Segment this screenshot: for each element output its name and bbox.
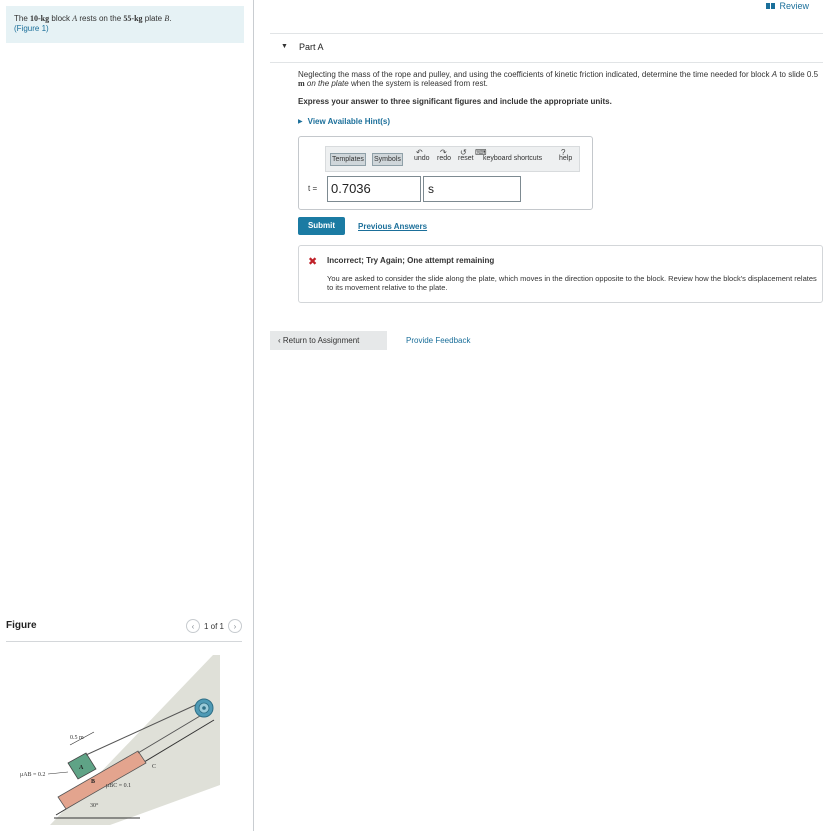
unit-input[interactable]: s [423,176,521,202]
mu-ab-label: μAB = 0.2 [20,772,46,778]
review-label: Review [779,1,809,11]
reset-icon: ↺ [460,148,467,157]
incorrect-icon: ✖ [308,256,318,268]
keyboard-icon: ⌨ [475,148,487,157]
submit-button[interactable]: Submit [298,217,345,235]
question-text: Neglecting the mass of the rope and pulley, and using the coefficients of kinetic friction indicated, determine the time needed for block A to slide 0.5 m on the plate when the system is released from rest. [298,70,819,88]
incline-diagram [20,645,250,825]
point-c-label: C [152,764,157,770]
block-variable: A [771,70,778,79]
undo-button[interactable]: undo [414,155,430,162]
figure-page-count: 1 of 1 [203,621,224,631]
redo-button[interactable]: redo [437,155,452,162]
problem-statement [6,6,244,43]
feedback-body: You are asked to consider the slide along the plate, which moves in the direction opposite to the block. Review how the block's displacement relates to its movement relative to the plate. [327,274,817,292]
view-hints-link[interactable] [298,117,390,126]
expand-arrow-icon: ▶ [298,119,303,125]
feedback-box [298,245,823,303]
undo-icon: ↶ [416,148,423,157]
help-icon: ? [561,148,566,157]
symbols-button[interactable]: Symbols [372,153,403,166]
previous-answers-link[interactable]: Previous Answers [358,222,428,231]
figure-title: Figure [6,620,37,631]
review-icon [766,3,775,9]
pulley-hub [202,706,206,710]
return-label: Return to Assignment [282,336,360,345]
figure-link[interactable]: (Figure 1) [14,24,49,33]
mu-bc-label: μBC = 0.1 [106,783,132,789]
redo-icon: ↷ [440,148,447,157]
left-panel [0,0,254,831]
templates-button[interactable]: Templates [330,153,366,166]
plate-b-label: B [91,779,96,785]
prev-figure-button[interactable]: ‹ [186,619,200,633]
feedback-title: Incorrect; Try Again; One attempt remaining [327,256,495,265]
answer-instructions: Express your answer to three significant figures and include the appropriate units. [298,97,612,106]
figure-pagination [186,619,242,633]
help-button[interactable]: help [559,155,573,162]
collapse-arrow-icon[interactable]: ▼ [281,43,288,50]
problem-text: The 10-kg block A rests on the 55-kg plate B. [14,14,172,23]
chevron-left-icon: ‹ [278,336,281,345]
angle-label: 30° [90,803,99,809]
next-figure-button[interactable]: › [228,619,242,633]
value-input[interactable]: 0.7036 [327,176,421,202]
variable-label: t = [308,184,318,193]
block-a-label: A [79,765,84,771]
answer-box [298,136,593,210]
reset-button[interactable]: reset [458,155,474,162]
figure-image [20,645,250,825]
math-toolbar [325,146,580,172]
review-link[interactable] [766,1,809,11]
return-to-assignment-button[interactable] [270,331,387,350]
figure-header [6,618,242,642]
length-label: 0.5 m [70,735,84,741]
provide-feedback-link[interactable]: Provide Feedback [406,336,471,345]
part-a-header[interactable] [270,33,823,63]
keyboard-shortcuts-button[interactable]: keyboard shortcuts [483,155,543,162]
mu-ab-pointer [48,772,68,774]
part-title: Part A [299,42,324,52]
hints-label: View Available Hint(s) [307,117,391,126]
